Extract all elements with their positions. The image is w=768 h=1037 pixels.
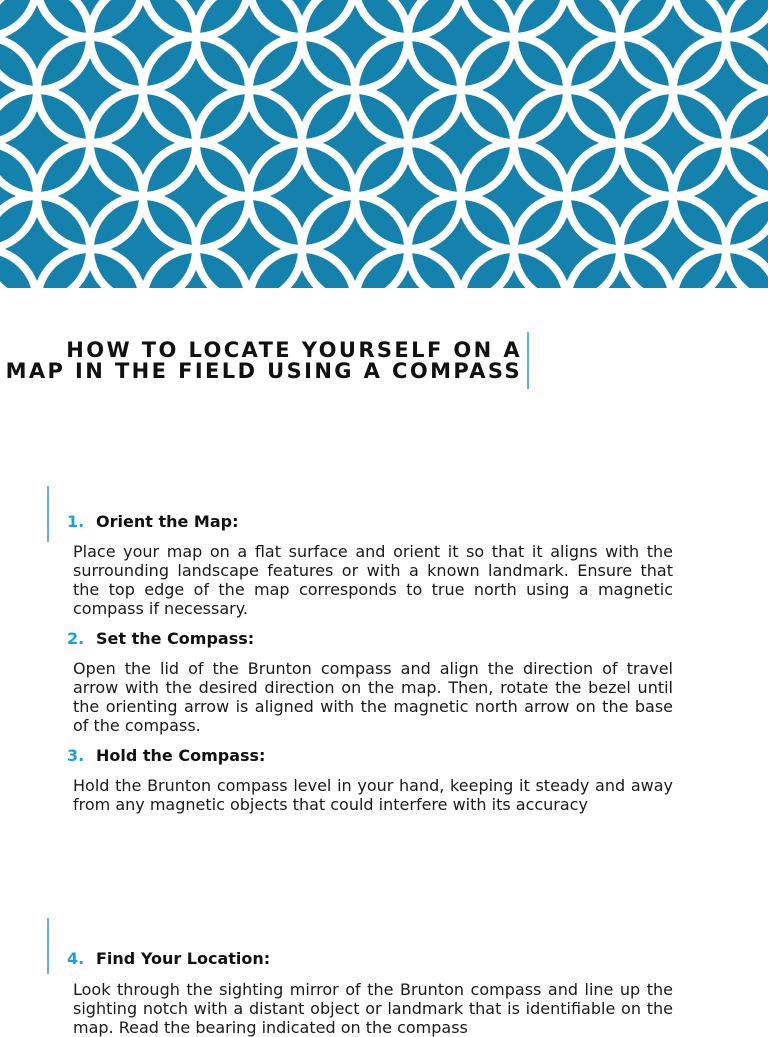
title-line-1: HOW TO LOCATE YOURSELF ON A — [66, 338, 522, 362]
section-divider — [47, 486, 49, 542]
step-description: Open the lid of the Brunton compass and align the direction of travel arrow with the desired direction on the map. Then, rotate the bezel until the orienting arrow is aligned with the magnetic north arrow on the base of the compass. — [73, 659, 673, 735]
step-label: Hold the Compass: — [96, 746, 266, 765]
circle-pattern-graphic — [0, 0, 768, 288]
section-divider — [47, 918, 49, 974]
title-divider — [527, 332, 529, 389]
page-title — [0, 340, 522, 382]
step-description: Place your map on a flat surface and orient it so that it aligns with the surrounding landscape features or with a known landmark. Ensure that the top edge of the map corresponds to true north using a magnetic compass if necessary. — [73, 542, 673, 618]
step-label: Set the Compass: — [96, 629, 255, 648]
decorative-pattern-banner — [0, 0, 768, 288]
step-number: 2. — [67, 629, 85, 648]
step-number: 1. — [67, 512, 85, 531]
step-heading — [67, 512, 238, 532]
step-number: 3. — [67, 746, 85, 765]
step-heading — [67, 629, 254, 649]
step-label: Find Your Location: — [96, 949, 271, 968]
step-label: Orient the Map: — [96, 512, 239, 531]
step-description: Look through the sighting mirror of the Brunton compass and line up the sighting notch with a distant object or landmark that is identifiable on the map. Read the bearing indicated on the compass — [73, 980, 673, 1037]
step-description: Hold the Brunton compass level in your hand, keeping it steady and away from any magnetic objects that could interfere with its accuracy — [73, 776, 673, 814]
step-number: 4. — [67, 949, 85, 968]
step-heading — [67, 949, 270, 969]
step-heading — [67, 746, 265, 766]
title-line-2: MAP IN THE FIELD USING A COMPASS — [5, 359, 522, 383]
